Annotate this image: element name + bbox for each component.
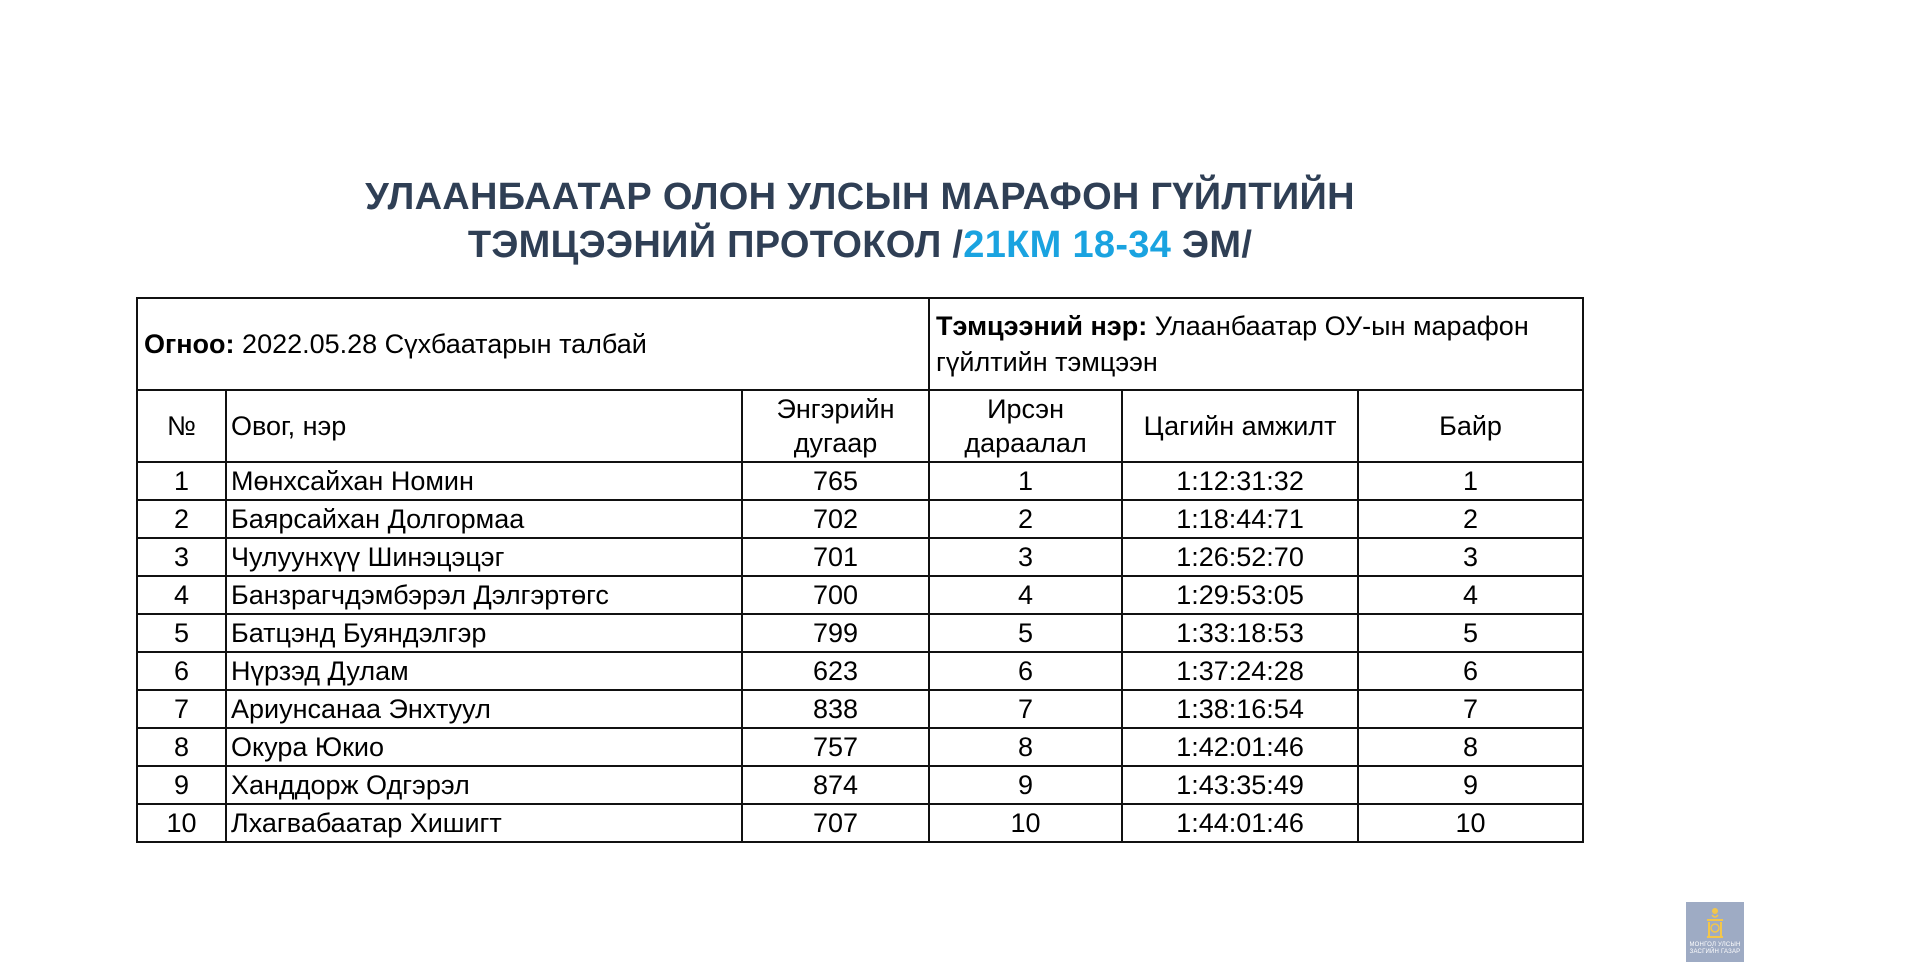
cell-bib: 623	[742, 652, 929, 690]
table-row	[137, 462, 1583, 500]
cell-time: 1:12:31:32	[1122, 462, 1358, 500]
table-row	[137, 652, 1583, 690]
cell-no: 7	[137, 690, 226, 728]
date-cell	[137, 298, 929, 390]
results-table	[136, 297, 1584, 843]
cell-place: 1	[1358, 462, 1583, 500]
cell-time: 1:26:52:70	[1122, 538, 1358, 576]
cell-no: 3	[137, 538, 226, 576]
cell-place: 6	[1358, 652, 1583, 690]
cell-bib: 838	[742, 690, 929, 728]
cell-bib: 700	[742, 576, 929, 614]
cell-place: 7	[1358, 690, 1583, 728]
cell-bib: 707	[742, 804, 929, 842]
government-emblem	[1686, 902, 1744, 962]
emblem-caption-line1: МОНГОЛ УЛСЫН	[1689, 942, 1741, 948]
col-header-no: №	[137, 390, 226, 462]
col-header-bib: Энгэрийн дугаар	[742, 390, 929, 462]
table-row	[137, 576, 1583, 614]
cell-name: Лхагвабаатар Хишигт	[226, 804, 742, 842]
cell-order: 10	[929, 804, 1122, 842]
cell-name: Нүрзэд Дулам	[226, 652, 742, 690]
cell-no: 1	[137, 462, 226, 500]
cell-name: Окура Юкио	[226, 728, 742, 766]
table-row	[137, 538, 1583, 576]
cell-no: 6	[137, 652, 226, 690]
cell-order: 2	[929, 500, 1122, 538]
cell-no: 10	[137, 804, 226, 842]
cell-bib: 757	[742, 728, 929, 766]
cell-order: 5	[929, 614, 1122, 652]
table-row	[137, 766, 1583, 804]
page-title-line2	[0, 224, 1720, 267]
cell-bib: 702	[742, 500, 929, 538]
cell-place: 8	[1358, 728, 1583, 766]
cell-time: 1:29:53:05	[1122, 576, 1358, 614]
cell-place: 10	[1358, 804, 1583, 842]
date-value: 2022.05.28 Сүхбаатарын талбай	[234, 328, 647, 359]
header-row	[137, 390, 1583, 462]
title-category-accent: 21КМ 18-34	[963, 224, 1172, 266]
cell-name: Мөнхсайхан Номин	[226, 462, 742, 500]
info-row	[137, 298, 1583, 390]
page-title-line1: УЛААНБААТАР ОЛОН УЛСЫН МАРАФОН ГҮЙЛТИЙН	[365, 176, 1355, 218]
cell-time: 1:38:16:54	[1122, 690, 1358, 728]
cell-time: 1:33:18:53	[1122, 614, 1358, 652]
event-value: Улаанбаатар ОУ-ын марафон гүйлтийн тэмцээн	[936, 311, 1529, 377]
cell-no: 2	[137, 500, 226, 538]
cell-order: 6	[929, 652, 1122, 690]
table-row	[137, 690, 1583, 728]
cell-no: 8	[137, 728, 226, 766]
title-suffix: ЭМ/	[1171, 224, 1253, 266]
cell-time: 1:37:24:28	[1122, 652, 1358, 690]
cell-bib: 799	[742, 614, 929, 652]
cell-time: 1:18:44:71	[1122, 500, 1358, 538]
cell-bib: 874	[742, 766, 929, 804]
cell-place: 4	[1358, 576, 1583, 614]
cell-place: 9	[1358, 766, 1583, 804]
cell-place: 2	[1358, 500, 1583, 538]
col-header-order: Ирсэн дараалал	[929, 390, 1122, 462]
cell-place: 3	[1358, 538, 1583, 576]
event-cell	[929, 298, 1583, 390]
col-header-name: Овог, нэр	[226, 390, 742, 462]
cell-order: 3	[929, 538, 1122, 576]
table-row	[137, 804, 1583, 842]
cell-place: 5	[1358, 614, 1583, 652]
cell-order: 8	[929, 728, 1122, 766]
cell-name: Ариунсанаа Энхтуул	[226, 690, 742, 728]
cell-order: 1	[929, 462, 1122, 500]
cell-order: 7	[929, 690, 1122, 728]
cell-order: 4	[929, 576, 1122, 614]
title-prefix: ТЭМЦЭЭНИЙ ПРОТОКОЛ /	[467, 224, 964, 266]
cell-bib: 701	[742, 538, 929, 576]
cell-no: 4	[137, 576, 226, 614]
emblem-caption-line2: ЗАСГИЙН ГАЗАР	[1689, 949, 1741, 955]
cell-name: Банзрагчдэмбэрэл Дэлгэртөгс	[226, 576, 742, 614]
cell-bib: 765	[742, 462, 929, 500]
cell-no: 9	[137, 766, 226, 804]
cell-time: 1:42:01:46	[1122, 728, 1358, 766]
cell-no: 5	[137, 614, 226, 652]
col-header-time: Цагийн амжилт	[1122, 390, 1358, 462]
event-label: Тэмцээний нэр:	[936, 311, 1148, 341]
cell-time: 1:43:35:49	[1122, 766, 1358, 804]
cell-order: 9	[929, 766, 1122, 804]
cell-name: Батцэнд Буяндэлгэр	[226, 614, 742, 652]
soyombo-icon	[1686, 906, 1744, 942]
cell-time: 1:44:01:46	[1122, 804, 1358, 842]
cell-name: Чулуунхүү Шинэцэцэг	[226, 538, 742, 576]
cell-name: Ханддорж Одгэрэл	[226, 766, 742, 804]
table-row	[137, 614, 1583, 652]
col-header-place: Байр	[1358, 390, 1583, 462]
table-row	[137, 728, 1583, 766]
date-label: Огноо:	[144, 328, 235, 359]
cell-name: Баярсайхан Долгормаа	[226, 500, 742, 538]
table-row	[137, 500, 1583, 538]
